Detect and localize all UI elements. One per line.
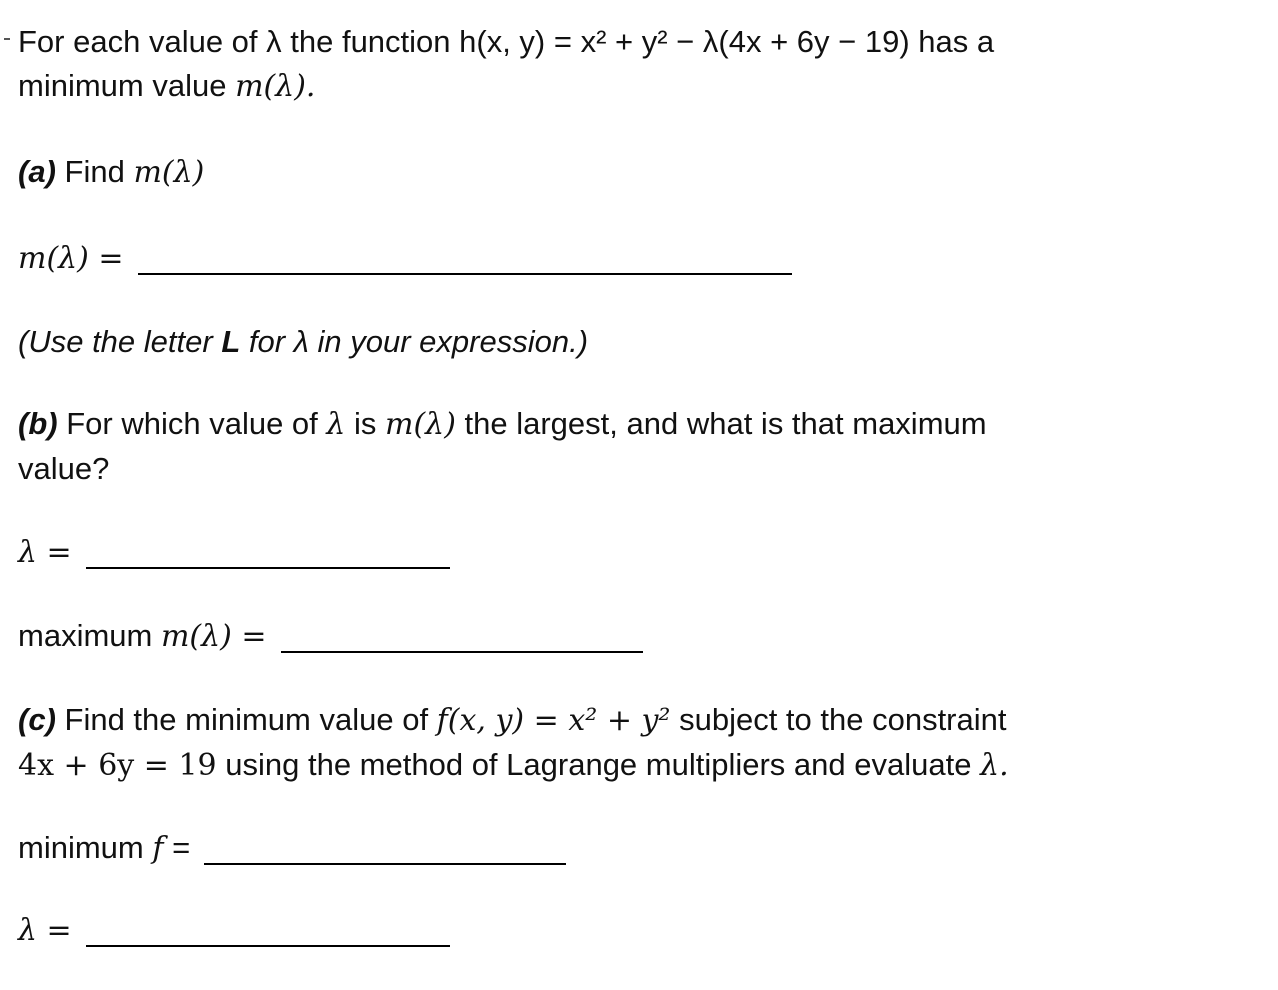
part-b-math-2: m(λ) (385, 407, 456, 442)
intro-line-2-text: minimum value (18, 68, 236, 103)
part-b-text-line-2: value? (18, 451, 110, 486)
part-c-math-1: f(x, y) = x² + y² (436, 703, 671, 738)
problem-intro (18, 20, 1218, 109)
left-edge-mark (4, 38, 10, 40)
part-c-text-3: using the method of Lagrange multipliers and evaluate (216, 747, 981, 782)
part-b-max-row (18, 614, 1218, 659)
part-a-label: (a) (18, 154, 56, 189)
part-a-note-prefix: (Use the letter (18, 324, 222, 359)
part-c-lambda: λ. (980, 748, 1009, 783)
part-b-lambda-label: λ = (18, 535, 72, 570)
part-c-prompt (18, 698, 1218, 788)
intro-line-1: For each value of λ the function h(x, y) = x² + y² − λ(4x + 6y − 19) has a (18, 24, 995, 59)
part-c-min-label-text: minimum (18, 830, 153, 865)
intro-line-2-math: m(λ). (235, 69, 316, 104)
part-b-text-1: For which value of (66, 406, 327, 441)
part-c-min-label-math: f (152, 831, 164, 866)
part-c-lambda-label: λ = (18, 913, 72, 948)
part-a-prompt-text: Find (64, 154, 134, 189)
part-a-prompt-math: m(λ) (133, 155, 205, 190)
part-b-max-label-math: m(λ) = (160, 619, 267, 654)
part-b-text-3: the largest, and what is that maximum (455, 406, 987, 441)
part-b-text-2: is (345, 406, 386, 441)
part-c-constraint: 4x + 6y = 19 (18, 748, 217, 783)
part-b-max-input[interactable] (281, 625, 643, 653)
part-c-text-2: subject to the constraint (670, 702, 1007, 737)
part-b-max-label-text: maximum (18, 618, 161, 653)
part-a-note-suffix: for λ in your expression.) (240, 324, 589, 359)
part-c-lambda-row (18, 908, 1218, 953)
part-c-label: (c) (18, 702, 56, 737)
part-b-math-1: λ (326, 407, 346, 442)
part-a-answer-label: m(λ) = (18, 241, 124, 276)
part-c-min-input[interactable] (204, 837, 566, 865)
part-a-answer-input[interactable] (138, 247, 792, 275)
part-b-lambda-row (18, 530, 1218, 575)
part-c-text-1: Find the minimum value of (64, 702, 437, 737)
part-a-answer-row (18, 236, 1218, 281)
part-c-lambda-input[interactable] (86, 919, 450, 947)
part-b-prompt (18, 402, 1218, 491)
part-a-note-letter: L (221, 324, 241, 359)
part-c-min-label-eq: = (163, 830, 191, 865)
part-c-min-row (18, 826, 1218, 871)
part-a-prompt (18, 150, 1218, 195)
part-b-lambda-input[interactable] (86, 541, 450, 569)
part-a-note (18, 320, 1218, 364)
part-b-label: (b) (18, 406, 58, 441)
